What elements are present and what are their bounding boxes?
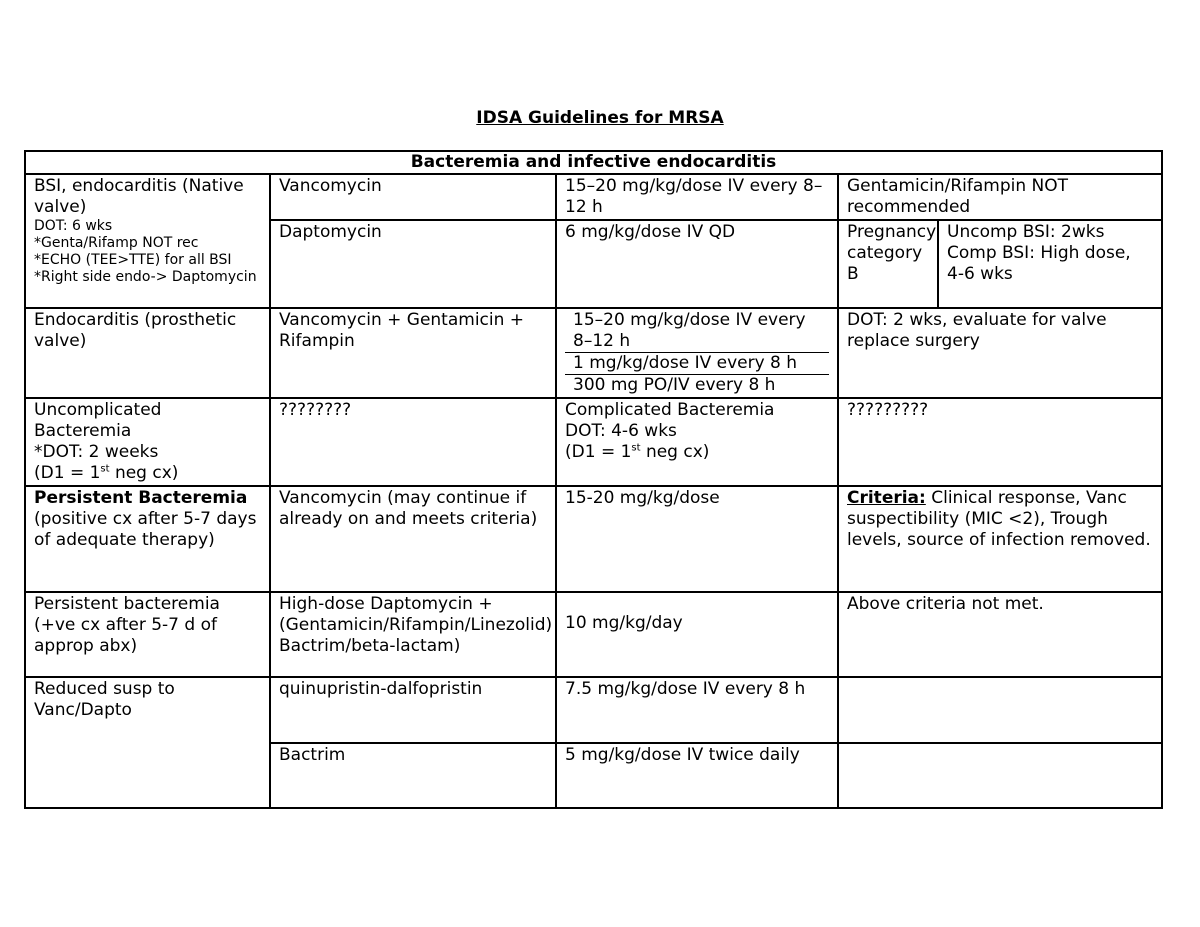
- comment-cell-empty: [838, 677, 1162, 743]
- drug-cell: Vancomycin (may continue if already on and meets criteria): [270, 486, 556, 592]
- complicated-bacteremia-cell: [556, 398, 838, 486]
- comment-cell: Above criteria not met.: [838, 592, 1162, 677]
- condition-persistent: [25, 486, 270, 592]
- criteria-label: Criteria:: [847, 488, 926, 508]
- d1-note: (D1 = 1st neg cx): [34, 463, 179, 483]
- dose-line: 15–20 mg/kg/dose IV every 8–12 h: [565, 310, 829, 353]
- duration-cell: Uncomp BSI: 2wks Comp BSI: High dose, 4-6 wks: [938, 220, 1162, 308]
- condition-native-valve: [25, 174, 270, 308]
- dose-cell: 15-20 mg/kg/dose: [556, 486, 838, 592]
- document-title: IDSA Guidelines for MRSA: [476, 108, 724, 128]
- dose-cell: 6 mg/kg/dose IV QD: [556, 220, 838, 308]
- section-header: Bacteremia and infective endocarditis: [25, 151, 1162, 174]
- condition-prosthetic-valve: Endocarditis (prosthetic valve): [25, 308, 270, 398]
- d1-note: (D1 = 1st neg cx): [565, 442, 710, 462]
- drug-cell: Daptomycin: [270, 220, 556, 308]
- note: *ECHO (TEE>TTE) for all BSI: [34, 252, 232, 268]
- dose-line: 300 mg PO/IV every 8 h: [573, 375, 776, 395]
- drug-cell: Vancomycin: [270, 174, 556, 220]
- drug-cell: quinupristin-dalfopristin: [270, 677, 556, 743]
- dose-line: 1 mg/kg/dose IV every 8 h: [565, 353, 829, 375]
- dot-note: DOT: 4-6 wks: [565, 421, 677, 441]
- condition-detail: (positive cx after 5-7 days of adequate therapy): [34, 509, 257, 550]
- dose-cell: 7.5 mg/kg/dose IV every 8 h: [556, 677, 838, 743]
- condition-label: Persistent Bacteremia: [34, 488, 248, 508]
- note: *Right side endo-> Daptomycin: [34, 269, 257, 285]
- drug-cell: Bactrim: [270, 743, 556, 808]
- criteria-cell: [838, 486, 1162, 592]
- drug-cell: Vancomycin + Gentamicin + Rifampin: [270, 308, 556, 398]
- condition-label: Uncomplicated Bacteremia: [34, 400, 162, 441]
- drug-cell: High-dose Daptomycin + (Gentamicin/Rifampin/Linezolid) Bactrim/beta-lactam): [270, 592, 556, 677]
- dose-cell: 15–20 mg/kg/dose IV every 8–12 h: [556, 174, 838, 220]
- pregnancy-category-cell: Pregnancy category B: [838, 220, 938, 308]
- comment-cell: DOT: 2 wks, evaluate for valve replace surgery: [838, 308, 1162, 398]
- dot-note: *DOT: 2 weeks: [34, 442, 159, 462]
- dose-cell: 5 mg/kg/dose IV twice daily: [556, 743, 838, 808]
- dose-cell: 10 mg/kg/day: [556, 592, 838, 677]
- criteria-text: Clinical response, Vanc suspectibility (MIC <2), Trough levels, source of infection removed.: [847, 488, 1151, 550]
- comment-cell-empty: [838, 743, 1162, 808]
- condition-uncomplicated: [25, 398, 270, 486]
- note: *Genta/Rifamp NOT rec: [34, 235, 199, 251]
- drug-cell: ????????: [270, 398, 556, 486]
- comment-cell: Gentamicin/Rifampin NOT recommended: [838, 174, 1162, 220]
- condition-label: BSI, endocarditis (Native valve): [34, 176, 244, 217]
- comment-cell: ?????????: [838, 398, 1162, 486]
- note: DOT: 6 wks: [34, 218, 113, 234]
- complicated-label: Complicated Bacteremia: [565, 400, 775, 420]
- dose-cell-split: [556, 308, 838, 398]
- guidelines-table: [24, 150, 1163, 809]
- condition-persistent-abx: Persistent bacteremia (+ve cx after 5-7 d of approp abx): [25, 592, 270, 677]
- condition-reduced-susceptibility: Reduced susp to Vanc/Dapto: [25, 677, 270, 808]
